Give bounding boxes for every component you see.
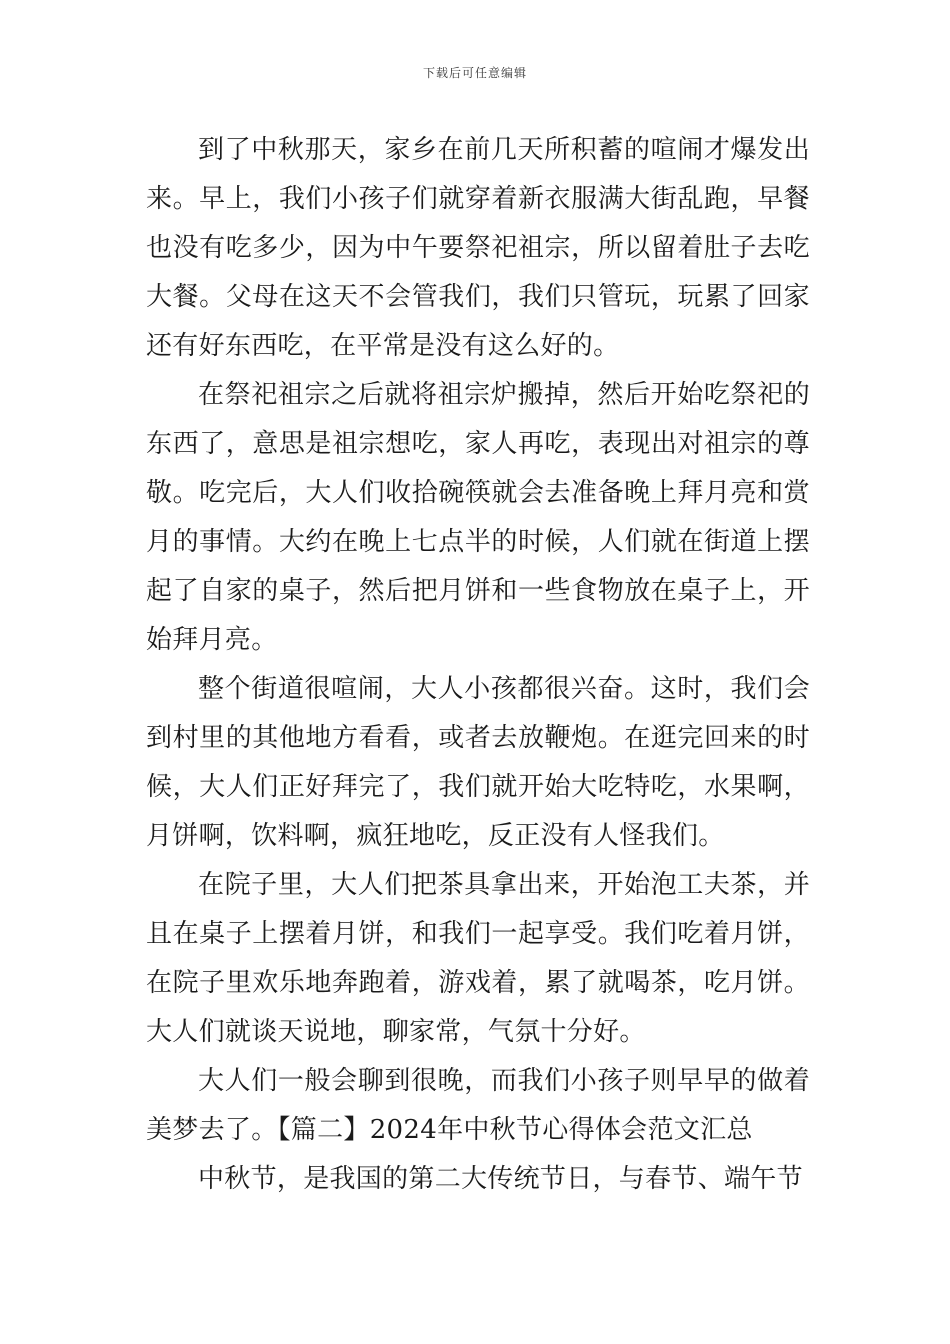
paragraph-2: 在祭祀祖宗之后就将祖宗炉搬掉，然后开始吃祭祀的东西了，意思是祖宗想吃，家人再吃，表现出对祖宗的尊敬。吃完后，大人们收拾碗筷就会去准备晚上拜月亮和赏月的事情。大约在晚上七点半的时候，人们就在街道上摆起了自家的桌子，然后把月饼和一些食物放在桌子上，开始拜月亮。 — [146, 380, 810, 655]
paragraph-5: 大人们一般会聊到很晚，而我们小孩子则早早的做着美梦去了。【篇二】2024年中秋节心得体会范文汇总 — [146, 1066, 810, 1145]
document-body — [146, 126, 810, 1204]
header-note: 下载后可任意编辑 — [422, 66, 527, 80]
paragraph-1: 到了中秋那天，家乡在前几天所积蓄的喧闹才爆发出来。早上，我们小孩子们就穿着新衣服满大街乱跑，早餐也没有吃多少，因为中午要祭祀祖宗，所以留着肚子去吃大餐。父母在这天不会管我们，我们只管玩，玩累了回家还有好东西吃，在平常是没有这么好的。 — [146, 135, 810, 361]
paragraph-3: 整个街道很喧闹，大人小孩都很兴奋。这时，我们会到村里的其他地方看看，或者去放鞭炮。在逛完回来的时候，大人们正好拜完了，我们就开始大吃特吃，水果啊，月饼啊，饮料啊，疯狂地吃，反正没有人怪我们。 — [146, 674, 810, 851]
paragraph-4: 在院子里，大人们把茶具拿出来，开始泡工夫茶，并且在桌子上摆着月饼，和我们一起享受。我们吃着月饼，在院子里欢乐地奔跑着，游戏着，累了就喝茶，吃月饼。大人们就谈天说地，聊家常，气氛十分好。 — [146, 870, 810, 1047]
paragraph-6: 中秋节，是我国的第二大传统节日，与春节、端午节 — [198, 1164, 803, 1194]
